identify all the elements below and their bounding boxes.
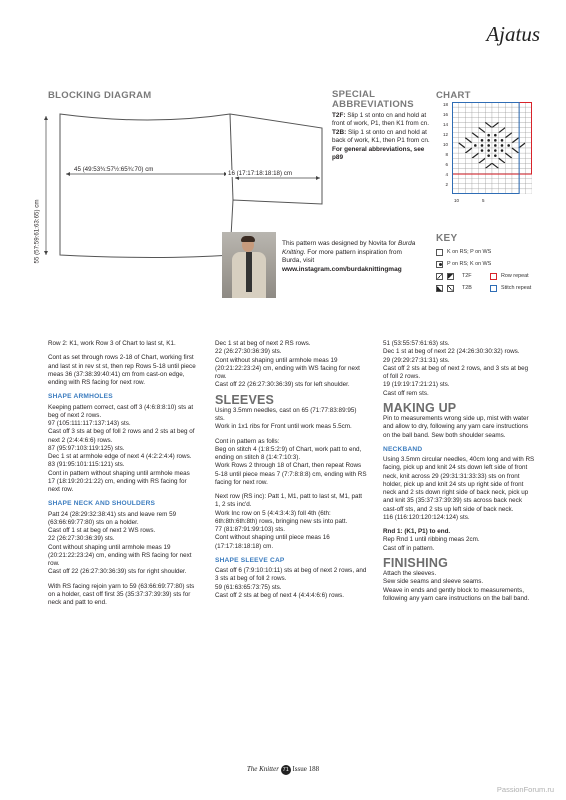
t2b-code: T2B: [332, 128, 347, 136]
pattern-text: Next row (RS inc): Patt 1, M1, patt to last st, M1, patt 1, 2 sts inc'd. [215, 493, 362, 509]
chart-row-num: 6 [445, 162, 448, 167]
chart-cell [505, 117, 512, 122]
chart-cell [472, 148, 479, 153]
purl-dot [487, 154, 490, 157]
sleeves-heading: SLEEVES [215, 392, 275, 407]
finishing-heading: FINISHING [383, 555, 448, 570]
pattern-column-3 [383, 340, 535, 609]
chart-cell [472, 158, 479, 163]
pattern-text: 19 (19:19:17:21:21) sts. [383, 381, 450, 389]
chart-cell [465, 163, 472, 168]
chart-cell [465, 133, 472, 138]
purl-dot [487, 139, 490, 142]
chart-cell [479, 179, 486, 184]
chart-cell [519, 168, 526, 173]
chart-cell [492, 184, 499, 189]
chart-cell [485, 107, 492, 112]
chart-cell [505, 148, 512, 153]
chart-col-num: 10 [454, 198, 460, 203]
chart-cell [519, 133, 526, 138]
purl-dot-icon [436, 261, 443, 268]
chart-cell [472, 163, 479, 168]
pattern-text: Cast off 22 (26:27:30:36:39) sts for right shoulder. [48, 568, 187, 576]
chart-cell [459, 158, 466, 163]
chart-cell [519, 184, 526, 189]
chart-cell [472, 168, 479, 173]
chart-cell [479, 133, 486, 138]
key-item [436, 258, 531, 270]
key-item-label: K on RS; P on WS [447, 249, 492, 255]
key-item [436, 270, 531, 282]
pattern-column-2 [215, 340, 367, 606]
pattern-text: Attach the sleeves. [383, 570, 437, 577]
pattern-text: Cast off 2 sts at beg of next 2 rows, and 3 sts at beg of foll 2 rows. [383, 364, 529, 380]
chart-cell [465, 117, 472, 122]
chart-cell [512, 107, 519, 112]
pattern-text: Cont as set through rows 2-18 of Chart, working first and last st in rev st st, then rep Rows 5-18 until piece meas 36 (37:38:39:40:41) cm from cast-on edge, ending with RS facing for next row. [48, 354, 196, 386]
chart-cell [505, 158, 512, 163]
key-item-label: T2B [462, 285, 472, 291]
pattern-text: Cont without shaping until piece meas 16 (17:17:18:18:18) cm. [215, 534, 330, 550]
stitch-repeat-icon [490, 285, 497, 292]
pattern-text: Dec 1 st at beg of next 2 RS rows. [215, 340, 311, 347]
chart-cell [492, 112, 499, 117]
key-item-label: Row repeat [501, 273, 529, 279]
pattern-text: Sew side seams and sleeve seams. [383, 578, 484, 586]
chart-cell [512, 184, 519, 189]
chart-cell [485, 184, 492, 189]
t2f-text: Slip 1 st onto cn and hold at front of work, P1, then K1 from cn. [332, 112, 429, 128]
credit-text: This pattern was designed by Novita for [282, 240, 398, 247]
designer-credit [282, 240, 422, 274]
credit-url: www.instagram.com/burdaknittingmag [282, 265, 402, 273]
neckband-heading: NECKBAND [383, 445, 423, 453]
pattern-text: Cast off rem sts. [383, 389, 429, 397]
chart-row-num: 12 [442, 132, 448, 137]
chart-cell [505, 179, 512, 184]
special-abbreviations [332, 112, 432, 162]
shape-armholes-heading: SHAPE ARMHOLES [48, 393, 113, 401]
pattern-text: Rnd 1: (K1, P1) to end. [383, 528, 451, 535]
credit-text-2: . For more pattern inspiration from Burda, visit [282, 248, 402, 265]
making-up-heading: MAKING UP [383, 400, 457, 415]
chart-cell [525, 179, 532, 184]
chart-cell [472, 122, 479, 127]
chart-cell [499, 117, 506, 122]
pattern-text: With RS facing rejoin yarn to 59 (63:66:69:77:80) sts on a holder, cast off first 35 (35:37:37:39:39) sts for neck and patt to end. [48, 582, 195, 606]
key-item-label: P on RS; K on WS [447, 261, 492, 267]
chart-cell [512, 158, 519, 163]
chart-cell [499, 168, 506, 173]
page-number: 71 [282, 767, 289, 773]
chart-cell [485, 179, 492, 184]
pattern-text: Using 3.5mm needles, cast on 65 (71:77:83:89:95) sts. [215, 406, 357, 422]
pattern-text: Cont in pattern as folls: [215, 437, 280, 445]
chart-cell [465, 143, 472, 148]
footer-issue: Issue 188 [292, 765, 320, 773]
purl-dot [501, 149, 504, 152]
chart-cell [505, 184, 512, 189]
chart-cell [485, 117, 492, 122]
pattern-text: Cont without shaping until armhole meas 19 (20:21:22:23:24) cm, ending with RS facing for next row. [48, 543, 192, 567]
chart-row-num: 14 [442, 122, 448, 127]
key-item-label: T2F [462, 273, 472, 279]
pattern-text: Cont without shaping until armhole meas 19 (20:21:22:23:24) cm, ending with WS facing for next row. [215, 356, 360, 380]
height-measurement: 55 (57:59:61:63:65) cm [33, 199, 41, 264]
chart-cell [499, 112, 506, 117]
pattern-text: Dec 1 st at armhole edge of next 4 (4:2:2:4:4) rows. [48, 453, 192, 460]
pattern-text: 77 (81:87:91:99:103) sts. [215, 526, 286, 533]
chart-cell [492, 168, 499, 173]
chart-cell [499, 163, 506, 168]
chart-cell [512, 122, 519, 127]
chart-cell [519, 148, 526, 153]
shape-neck-heading: SHAPE NECK AND SHOULDERS [48, 500, 156, 508]
purl-dot [487, 149, 490, 152]
pattern-text: 22 (26:27:30:36:39) sts. [48, 535, 115, 543]
pattern-text: 59 (61:63:65:73:75) sts. [215, 583, 282, 591]
chart-cell [479, 184, 486, 189]
width-measurement: 45 (49:53¾:57½:65¾:70) cm [74, 166, 154, 173]
purl-dot [481, 139, 484, 142]
chart-cell [479, 122, 486, 127]
sleeve-cap-heading: SHAPE SLEEVE CAP [215, 556, 285, 564]
chart-cell [519, 153, 526, 158]
chart-cell [485, 158, 492, 163]
chart-row-num: 4 [445, 172, 448, 177]
pattern-text: Cast off 6 (7:9:10:10:11) sts at beg of next 2 rows, and 3 sts at beg of foll 2 rows. [215, 567, 367, 583]
chart-cell [505, 128, 512, 133]
purl-dot [474, 144, 477, 147]
model-photo [222, 232, 276, 298]
chart-cell [459, 122, 466, 127]
watermark: PassionForum.ru [496, 785, 554, 794]
chart-cell [465, 158, 472, 163]
chart-cell [512, 179, 519, 184]
chart-cell [512, 112, 519, 117]
purl-dot [494, 144, 497, 147]
chart-cell [519, 189, 526, 194]
pattern-text: 116 (116:120:120:124:124) sts. [383, 513, 470, 521]
pattern-text: Row 2: K1, work Row 3 of Chart to last st, K1. [48, 340, 176, 347]
key-item [436, 246, 531, 258]
pattern-text: 51 (53:55:57:61:63) sts. [383, 340, 450, 347]
chart-cell [519, 117, 526, 122]
chart-cell [479, 163, 486, 168]
purl-dot [494, 154, 497, 157]
pattern-text: 97 (105:111:117:137:143) sts. [48, 420, 131, 427]
pattern-text: Work in 1x1 ribs for Front until work meas 5.5cm. [215, 423, 352, 431]
chart-cell [465, 168, 472, 173]
chart-cell [485, 168, 492, 173]
chart-cell [459, 163, 466, 168]
general-abbreviations-note: For general abbreviations, see p89 [332, 145, 425, 162]
chart-cell [459, 107, 466, 112]
pattern-title: Ajatus [486, 22, 540, 46]
purl-dot [507, 144, 510, 147]
chart-row-num: 16 [442, 112, 448, 117]
chart-cell [505, 168, 512, 173]
chart-cell [472, 138, 479, 143]
row-repeat-icon [490, 273, 497, 280]
chart-cell [479, 168, 486, 173]
chart-cell [492, 158, 499, 163]
purl-dot [487, 144, 490, 147]
chart-cell [492, 128, 499, 133]
chart-row-num: 10 [442, 142, 448, 147]
chart-cell [465, 179, 472, 184]
key-label: KEY [436, 233, 458, 244]
pattern-text: Work Inc row on 5 (4:4:3:4:3) foll 4th (6th: 6th:8th:6th:8th) rows, bringing new sts into patt. [215, 509, 348, 525]
chart-cell [519, 107, 526, 112]
chart-cell [512, 128, 519, 133]
chart-cell [479, 117, 486, 122]
chart-cell [459, 117, 466, 122]
chart-col-num: 5 [482, 198, 485, 203]
key-item-label: Stitch repeat [501, 285, 532, 291]
chart-row-num: 8 [445, 152, 448, 157]
chart-cell [472, 184, 479, 189]
t2b-symbol-icon-right [447, 285, 454, 292]
chart-grid [452, 102, 532, 194]
chart-cell [519, 128, 526, 133]
pattern-text: Rep Rnd 1 until ribbing meas 2cm. [383, 536, 480, 544]
knit-symbol-icon [436, 249, 443, 256]
chart-cell [459, 112, 466, 117]
pattern-text: 29 (29:29:27:31:31) sts. [383, 356, 450, 364]
special-label-line2: ABBREVIATIONS [332, 99, 414, 110]
pattern-text: Beg on stitch 4 (1:8:5:2:9) of Chart, work patt to end, ending on stitch 8 (1:4:7:10:3). [215, 445, 362, 461]
chart-cell [465, 112, 472, 117]
chart-cell [519, 179, 526, 184]
chart-cell [459, 153, 466, 158]
chart-cell [505, 138, 512, 143]
pattern-text: Work Rows 2 through 18 of Chart, then repeat Rows 5-18 until piece meas 7 (7:7:8:8:8) cm, ending with RS facing for next row. [215, 462, 367, 486]
purl-dot [481, 149, 484, 152]
chart-cell [519, 112, 526, 117]
page-footer [0, 765, 566, 775]
purl-dot [501, 139, 504, 142]
chart-cell [459, 184, 466, 189]
chart-cell [465, 122, 472, 127]
credit-magazine: Burda Knitting [282, 240, 416, 256]
pattern-text: Cast off 2 sts at beg of next 4 (4:4:4:6:6) rows. [215, 591, 345, 599]
chart-cell [465, 128, 472, 133]
chart-key [436, 246, 531, 294]
pattern-text: Cast off in pattern. [383, 544, 435, 552]
pattern-text: Keeping pattern correct, cast off 3 (4:6:8:8:10) sts at beg of next 2 rows. [48, 403, 194, 419]
chart-cell [499, 107, 506, 112]
chart-row-num: 2 [445, 182, 448, 187]
chart-cell [459, 148, 466, 153]
t2f-code: T2F: [332, 112, 346, 119]
chart-cell [459, 168, 466, 173]
chart-cell [472, 128, 479, 133]
special-abbreviations-label [332, 90, 414, 110]
purl-dot [481, 144, 484, 147]
chart-cell [512, 133, 519, 138]
pattern-text: Dec 1 st at beg of next 22 (24:26:30:30:32) rows. [383, 348, 520, 356]
chart-cell [492, 179, 499, 184]
chart-cell [499, 153, 506, 158]
pattern-text: Cast off 1 st at beg of next 2 WS rows. [48, 527, 156, 534]
chart-cell [505, 107, 512, 112]
chart-cell [472, 112, 479, 117]
chart-cell [519, 163, 526, 168]
pattern-text: Cast off 22 (26:27:30:36:39) sts for left shoulder. [215, 381, 350, 389]
chart-cell [492, 107, 499, 112]
chart-cell [512, 168, 519, 173]
pattern-text: Weave in ends and gently block to measurements, following any yarn care instructions on the ball band. [383, 586, 530, 602]
chart-cell [485, 128, 492, 133]
chart-cell [512, 117, 519, 122]
pattern-column-1 [48, 340, 198, 613]
pattern-text: 83 (91:95:101:115:121) sts. [48, 461, 125, 469]
pattern-text: 87 (95:97:103:119:125) sts. [48, 444, 125, 452]
t2f-symbol-icon-right [447, 273, 454, 280]
purl-dot [501, 144, 504, 147]
purl-dot [494, 134, 497, 137]
chart-cell [512, 153, 519, 158]
chart-cell [459, 138, 466, 143]
chart-cell [519, 122, 526, 127]
t2b-text: Slip 1 st onto cn and hold at back of work, K1, then P1 from cn. [332, 128, 430, 145]
chart-cell [519, 158, 526, 163]
purl-dot [487, 134, 490, 137]
chart-cell [459, 179, 466, 184]
pattern-text: Pin to measurements wrong side up, mist with water and allow to dry, following any yarn care instructions on the ball band. Sew both shoulder seams. [383, 415, 529, 439]
pattern-text: 22 (26:27:30:36:39) sts. [215, 348, 282, 356]
chart-label: CHART [436, 90, 471, 101]
blocking-diagram-label: BLOCKING DIAGRAM [48, 90, 152, 101]
chart-cell [459, 128, 466, 133]
chart-cell [519, 138, 526, 143]
t2b-symbol-icon [436, 285, 443, 292]
chart-cell [465, 153, 472, 158]
footer-magazine: The Knitter [246, 765, 279, 773]
t2f-symbol-icon [436, 273, 443, 280]
chart-cell [525, 184, 532, 189]
special-label-line1: SPECIAL [332, 89, 376, 100]
chart-cell [499, 179, 506, 184]
pattern-text: Using 3.5mm circular needles, 40cm long and with RS facing, pick up and knit 24 sts down left side of front neck, knit across 29 (29:31:31:33:33) sts on front holder, pick up and knit 24 sts up right side of front neck and 2 sts down right side of back neck, pick up and knit 35 (35:37:37:39:39) sts across back neck cast-off sts, and 2 sts up left side of back neck. [383, 456, 535, 513]
chart-cell [479, 153, 486, 158]
chart-cell [499, 133, 506, 138]
chart-cell [512, 163, 519, 168]
chart-cell [479, 112, 486, 117]
chart-cell [465, 184, 472, 189]
chart-cell [465, 107, 472, 112]
chart-cell [525, 189, 532, 194]
chart-cell [472, 179, 479, 184]
chart-cell [492, 117, 499, 122]
key-item [436, 282, 531, 294]
purl-dot [494, 139, 497, 142]
chart-row-num: 18 [442, 102, 448, 107]
chart-cell [505, 163, 512, 168]
pattern-text: Patt 24 (28:29:32:38:41) sts and leave rem 59 (63:66:69:77:80) sts on a holder. [48, 510, 177, 526]
pattern-text: Cast off 3 sts at beg of foll 2 rows and 2 sts at beg of next 2 (2:4:4:6:6) rows. [48, 428, 195, 444]
chart-cell [505, 122, 512, 127]
chart-cell [479, 107, 486, 112]
chart-cell [505, 112, 512, 117]
chart-cell [485, 112, 492, 117]
chart-cell [459, 133, 466, 138]
chart-cell [499, 184, 506, 189]
chart-cell [472, 107, 479, 112]
chart-cell [512, 143, 519, 148]
chart-cell [499, 122, 506, 127]
pattern-text: Cont in pattern without shaping until armhole meas 17 (18:19:20:21:22) cm, ending with RS facing for next row. [48, 469, 190, 493]
sleeve-measurement: 16 (17:17:18:18:18) cm [228, 170, 292, 177]
purl-dot [494, 149, 497, 152]
chart-cell [472, 117, 479, 122]
